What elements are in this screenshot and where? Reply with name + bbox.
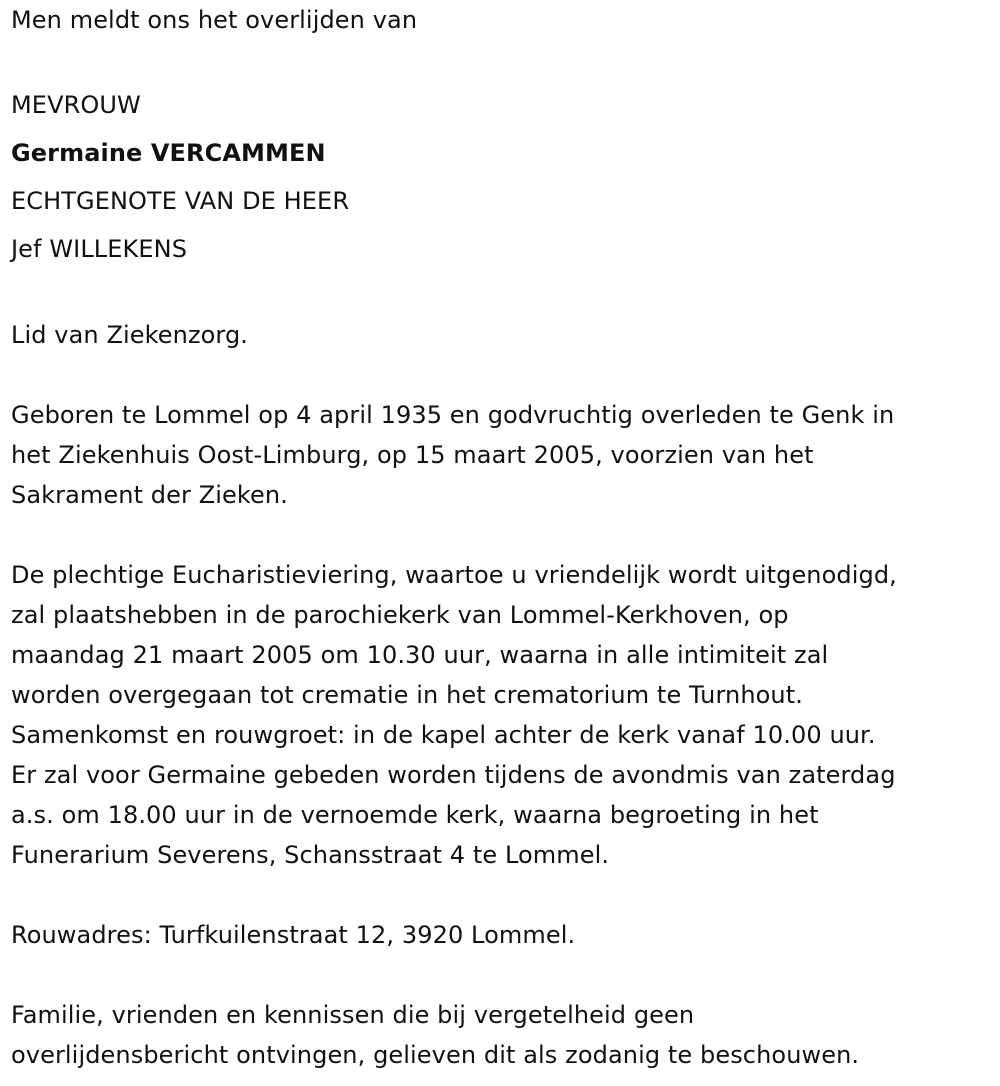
paragraph-line: De plechtige Eucharistieviering, waartoe u vriendelijk wordt uitgenodigd, xyxy=(11,561,897,589)
membership-line: Lid van Ziekenzorg. xyxy=(11,321,249,349)
address-block xyxy=(11,915,996,955)
paragraph-line: a.s. om 18.00 uur in de vernoemde kerk, waarna begroeting in het xyxy=(11,801,819,829)
paragraph-line: Familie, vrienden en kennissen die bij vergetelheid geen xyxy=(11,1001,695,1029)
closing-paragraph xyxy=(11,995,996,1075)
paragraph-line: het Ziekenhuis Oost-Limburg, op 15 maart 2005, voorzien van het xyxy=(11,441,814,469)
spouse-label: ECHTGENOTE VAN DE HEER xyxy=(11,187,350,215)
paragraph-line: maandag 21 maart 2005 om 10.30 uur, waarna in alle intimiteit zal xyxy=(11,641,829,669)
paragraph-line: Er zal voor Germaine gebeden worden tijdens de avondmis van zaterdag xyxy=(11,761,896,789)
ceremony-paragraph xyxy=(11,555,996,875)
paragraph-line: Funerarium Severens, Schansstraat 4 te Lommel. xyxy=(11,841,610,869)
obituary-notice xyxy=(11,0,996,1075)
address-line: Rouwadres: Turfkuilenstraat 12, 3920 Lommel. xyxy=(11,921,576,949)
paragraph-line: Samenkomst en rouwgroet: in de kapel achter de kerk vanaf 10.00 uur. xyxy=(11,721,876,749)
spouse-name: Jef WILLEKENS xyxy=(11,235,188,263)
intro-line: Men meldt ons het overlijden van xyxy=(11,6,418,34)
paragraph-line: zal plaatshebben in de parochiekerk van Lommel-Kerkhoven, op xyxy=(11,601,789,629)
title-line: MEVROUW xyxy=(11,91,141,119)
membership-block xyxy=(11,315,996,355)
paragraph-line: Geboren te Lommel op 4 april 1935 en godvruchtig overleden te Genk in xyxy=(11,401,895,429)
paragraph-line: Sakrament der Zieken. xyxy=(11,481,288,509)
name-block xyxy=(11,81,996,273)
paragraph-line: overlijdensbericht ontvingen, gelieven dit als zodanig te beschouwen. xyxy=(11,1041,860,1069)
paragraph-line: worden overgegaan tot crematie in het crematorium te Turnhout. xyxy=(11,681,803,709)
birth-death-paragraph xyxy=(11,395,996,515)
deceased-name: Germaine VERCAMMEN xyxy=(11,139,326,167)
